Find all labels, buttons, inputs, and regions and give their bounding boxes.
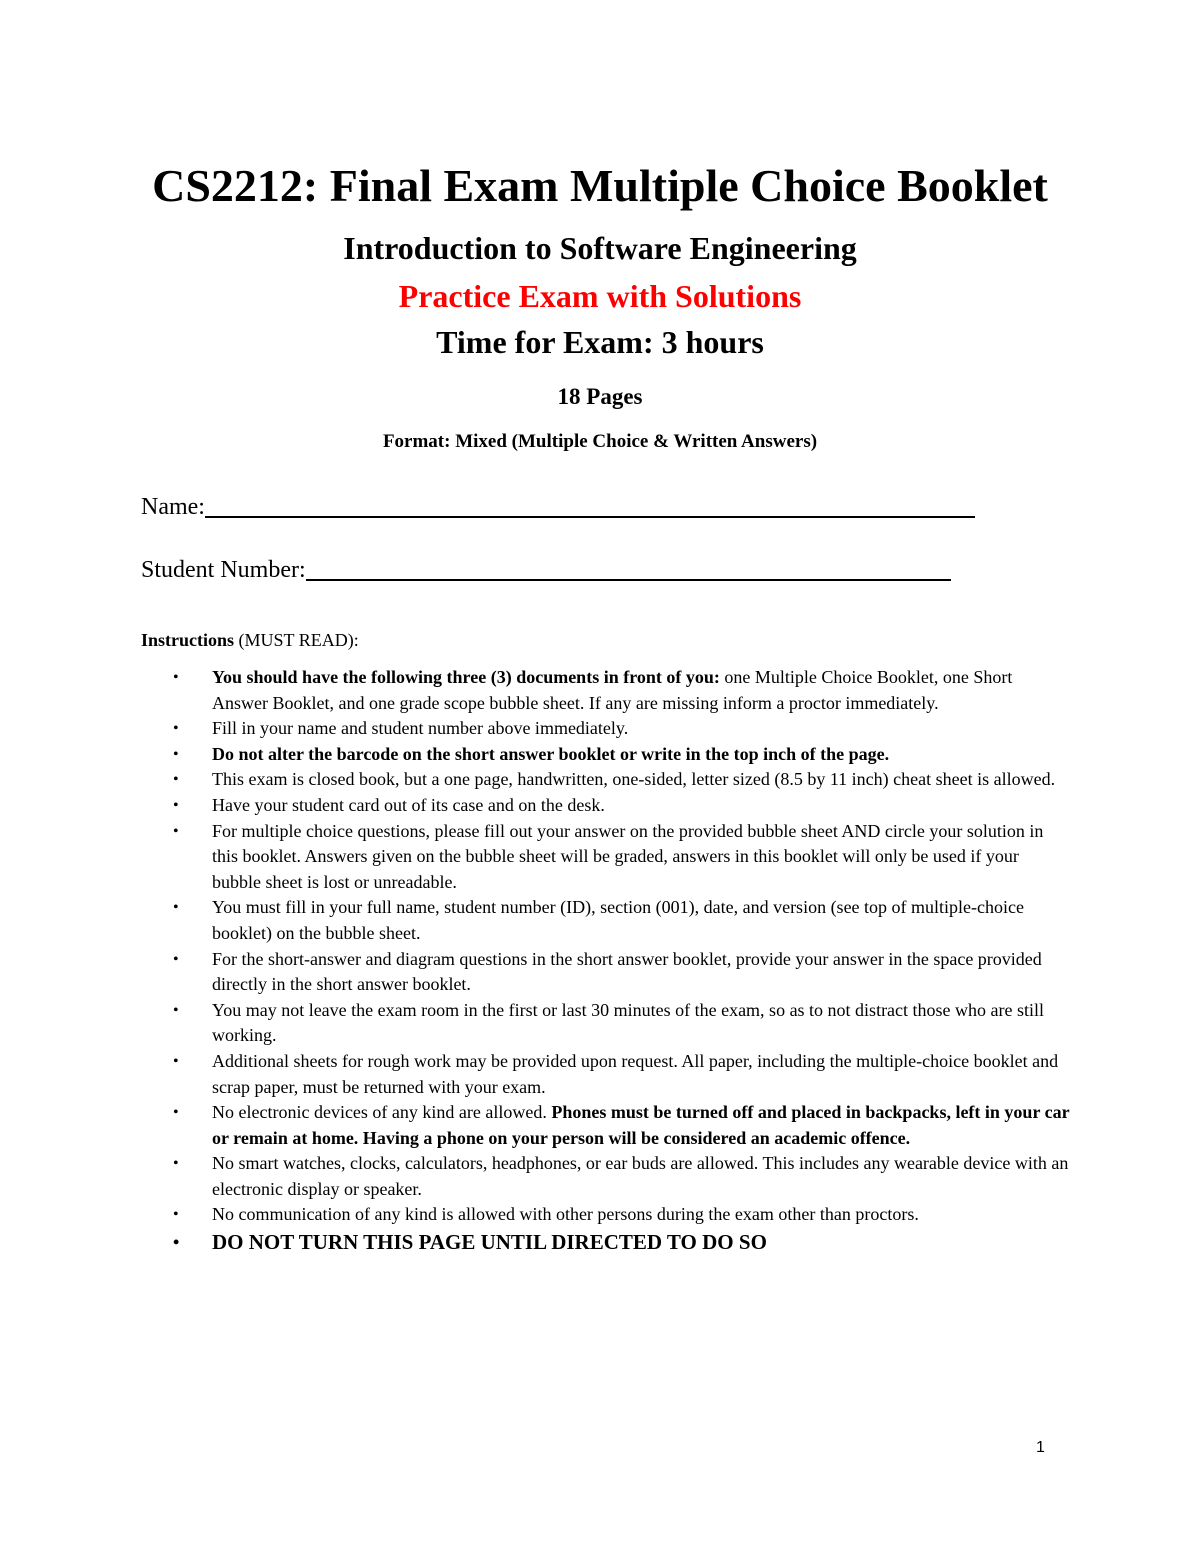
course-name: Introduction to Software Engineering <box>343 230 857 266</box>
bullet-icon: • <box>173 950 179 968</box>
page-number: 1 <box>1036 1439 1045 1456</box>
practice-exam-label: Practice Exam with Solutions <box>398 278 802 314</box>
list-item: • You must fill in your full name, student number (ID), section (001), date, and version (see top of multiple-choice booklet) on the bubble sheet. <box>173 897 1024 943</box>
page-count: 18 Pages <box>557 384 643 409</box>
list-item: • Additional sheets for rough work may be provided upon request. All paper, including the multiple-choice booklet and scrap paper, must be returned with your exam. <box>173 1050 1059 1097</box>
list-item: • You should have the following three (3) documents in front of you: one Multiple Choice Booklet, one Short Answer Booklet, and one grade scope bubble sheet. If any are missing inform a proctor immediately. <box>173 667 1013 713</box>
list-item: • No electronic devices of any kind are allowed. Phones must be turned off and placed in backpacks, left in your car or remain at home. Having a phone on your person will be considered an academic offence. <box>173 1102 1070 1148</box>
bullet-icon: • <box>173 796 179 814</box>
bullet-icon: • <box>173 1001 179 1019</box>
final-warning: • DO NOT TURN THIS PAGE UNTIL DIRECTED TO DO SO <box>173 1230 767 1255</box>
list-item: • Do not alter the barcode on the short answer booklet or write in the top inch of the page. <box>141 742 1071 768</box>
list-item: • No communication of any kind is allowed with other persons during the exam other than proctors. <box>141 1202 1071 1228</box>
list-item: • Fill in your name and student number above immediately. <box>141 716 1071 742</box>
name-label: Name: <box>141 494 205 520</box>
list-item: • Have your student card out of its case and on the desk. <box>141 793 1071 819</box>
list-item: • You may not leave the exam room in the first or last 30 minutes of the exam, so as to not distract those who are still working. <box>173 999 1045 1046</box>
bullet-icon: • <box>173 899 179 917</box>
name-field[interactable] <box>141 492 975 522</box>
list-item: • For multiple choice questions, please fill out your answer on the provided bubble sheet AND circle your solution in this booklet. Answers given on the bubble sheet will be graded, answers in this booklet will only be used if your bubble sheet is lost or unreadable. <box>173 820 1044 892</box>
bullet-icon: • <box>173 720 179 738</box>
bullet-icon: • <box>173 745 179 763</box>
exam-format: Format: Mixed (Multiple Choice & Written Answers) <box>382 431 818 452</box>
student-number-line[interactable] <box>306 555 951 581</box>
bullet-icon: • <box>173 1155 179 1173</box>
instructions-list <box>141 665 1071 1256</box>
name-line[interactable] <box>205 492 975 518</box>
list-item: • No smart watches, clocks, calculators, headphones, or ear buds are allowed. This includes any wearable device with an electronic display or speaker. <box>173 1153 1069 1199</box>
list-item: • For the short-answer and diagram questions in the short answer booklet, provide your answer in the space provided directly in the short answer booklet. <box>173 948 1042 995</box>
page-title: CS2212: Final Exam Multiple Choice Booklet <box>152 160 1048 211</box>
bullet-icon: • <box>173 1104 179 1122</box>
bullet-icon: • <box>173 1206 179 1224</box>
student-number-field[interactable] <box>141 555 951 585</box>
student-number-label: Student Number: <box>141 557 306 583</box>
bullet-icon: • <box>173 669 179 686</box>
bullet-icon: • <box>173 771 179 789</box>
list-item: • This exam is closed book, but a one page, handwritten, one-sided, letter sized (8.5 by 11 inch) cheat sheet is allowed. <box>141 767 1071 793</box>
bullet-icon: • <box>173 822 179 840</box>
instructions-heading-rest: (MUST READ): <box>234 630 359 650</box>
exam-duration: Time for Exam: 3 hours <box>436 324 764 360</box>
bullet-icon: • <box>173 1052 179 1070</box>
bullet-icon: • <box>173 1232 180 1253</box>
instructions-heading <box>141 627 359 653</box>
instructions-heading-bold: Instructions <box>141 630 235 650</box>
